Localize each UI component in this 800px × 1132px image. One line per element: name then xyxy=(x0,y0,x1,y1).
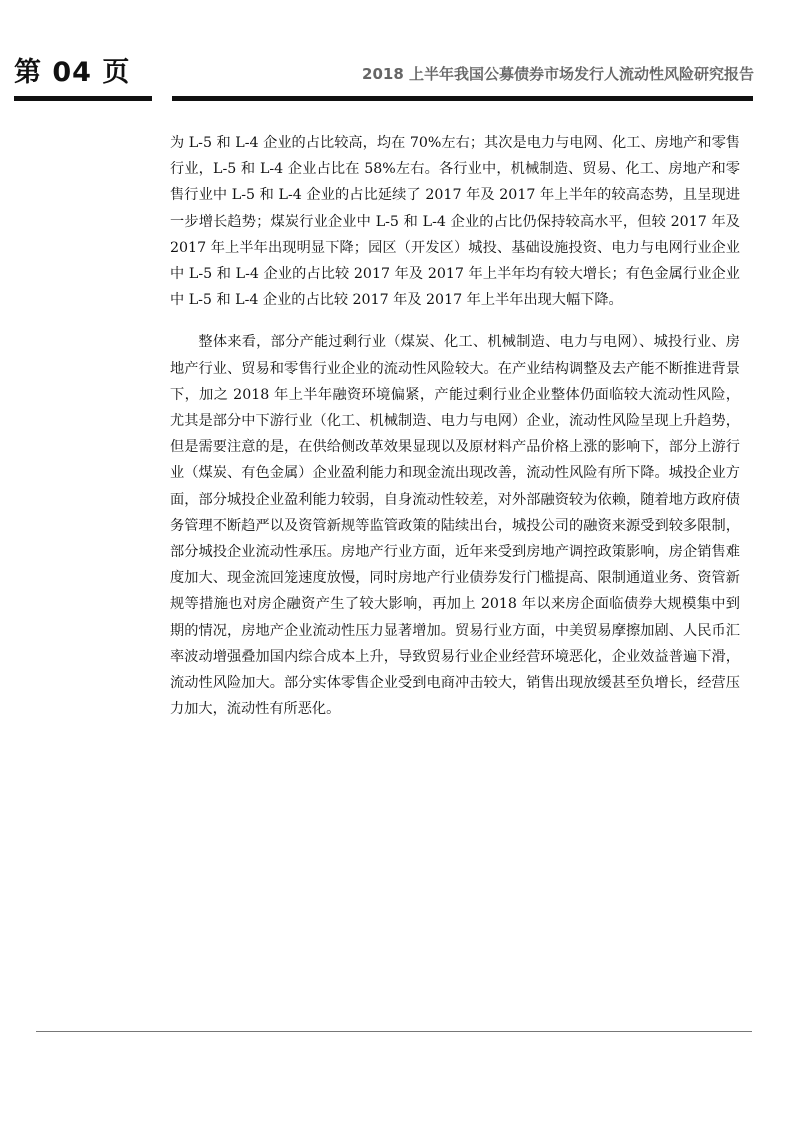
header-rule-right xyxy=(172,96,753,101)
report-title: 2018 上半年我国公募债券市场发行人流动性风险研究报告 xyxy=(362,65,754,83)
footer-rule xyxy=(36,1031,752,1032)
paragraph-overall-view: 整体来看，部分产能过剩行业（煤炭、化工、机械制造、电力与电网）、城投行业、房地产行业、贸易和零售行业企业的流动性风险较大。在产业结构调整及去产能不断推进背景下，加之 2018 年上半年融资环境偏紧，产能过剩行业企业整体仍面临较大流动性风险，尤其是部分中下游行业（化工、机械制造、电力与电网）企业，流动性风险呈现上升趋势，但是需要注意的是，在供给侧改革效果显现以及原材料产品价格上涨的影响下，部分上游行业（煤炭、有色金属）企业盈利能力和现金流出现改善，流动性风险有所下降。城投企业方面，部分城投企业盈利能力较弱，自身流动性较差，对外部融资较为依赖，随着地方政府债务管理不断趋严以及资管新规等监管政策的陆续出台，城投公司的融资来源受到较多限制，部分城投企业流动性承压。房地产行业方面，近年来受到房地产调控政策影响，房企销售难度加大、现金流回笼速度放慢，同时房地产行业债券发行门槛提高、限制通道业务、资管新规等措施也对房企融资产生了较大影响，再加上 2018 年以来房企面临债券大规模集中到期的情况，房地产企业流动性压力显著增加。贸易行业方面，中美贸易摩擦加剧、人民币汇率波动增强叠加国内综合成本上升，导致贸易行业企业经营环境恶化，企业效益普遍下滑，流动性风险加大。部分实体零售企业受到电商冲击较大，销售出现放缓甚至负增长，经营压力加大，流动性有所恶化。 xyxy=(170,334,740,718)
body-text xyxy=(170,130,740,722)
header-rule-left xyxy=(14,96,152,101)
page-number: 第 04 页 xyxy=(14,57,131,88)
paragraph-continuation: 为 L-5 和 L-4 企业的占比较高，均在 70%左右；其次是电力与电网、化工、房地产和零售行业，L-5 和 L-4 企业占比在 58%左右。各行业中，机械制造、贸易、化工、房地产和零售行业中 L-5 和 L-4 企业的占比延续了 2017 年及 2017 年上半年的较高态势，且呈现进一步增长趋势；煤炭行业企业中 L-5 和 L-4 企业的占比仍保持较高水平，但较 2017 年及 2017 年上半年出现明显下降；园区（开发区）城投、基础设施投资、电力与电网行业企业中 L-5 和 L-4 企业的占比较 2017 年及 2017 年上半年均有较大增长；有色金属行业企业中 L-5 和 L-4 企业的占比较 2017 年及 2017 年上半年出现大幅下降。 xyxy=(170,135,740,309)
